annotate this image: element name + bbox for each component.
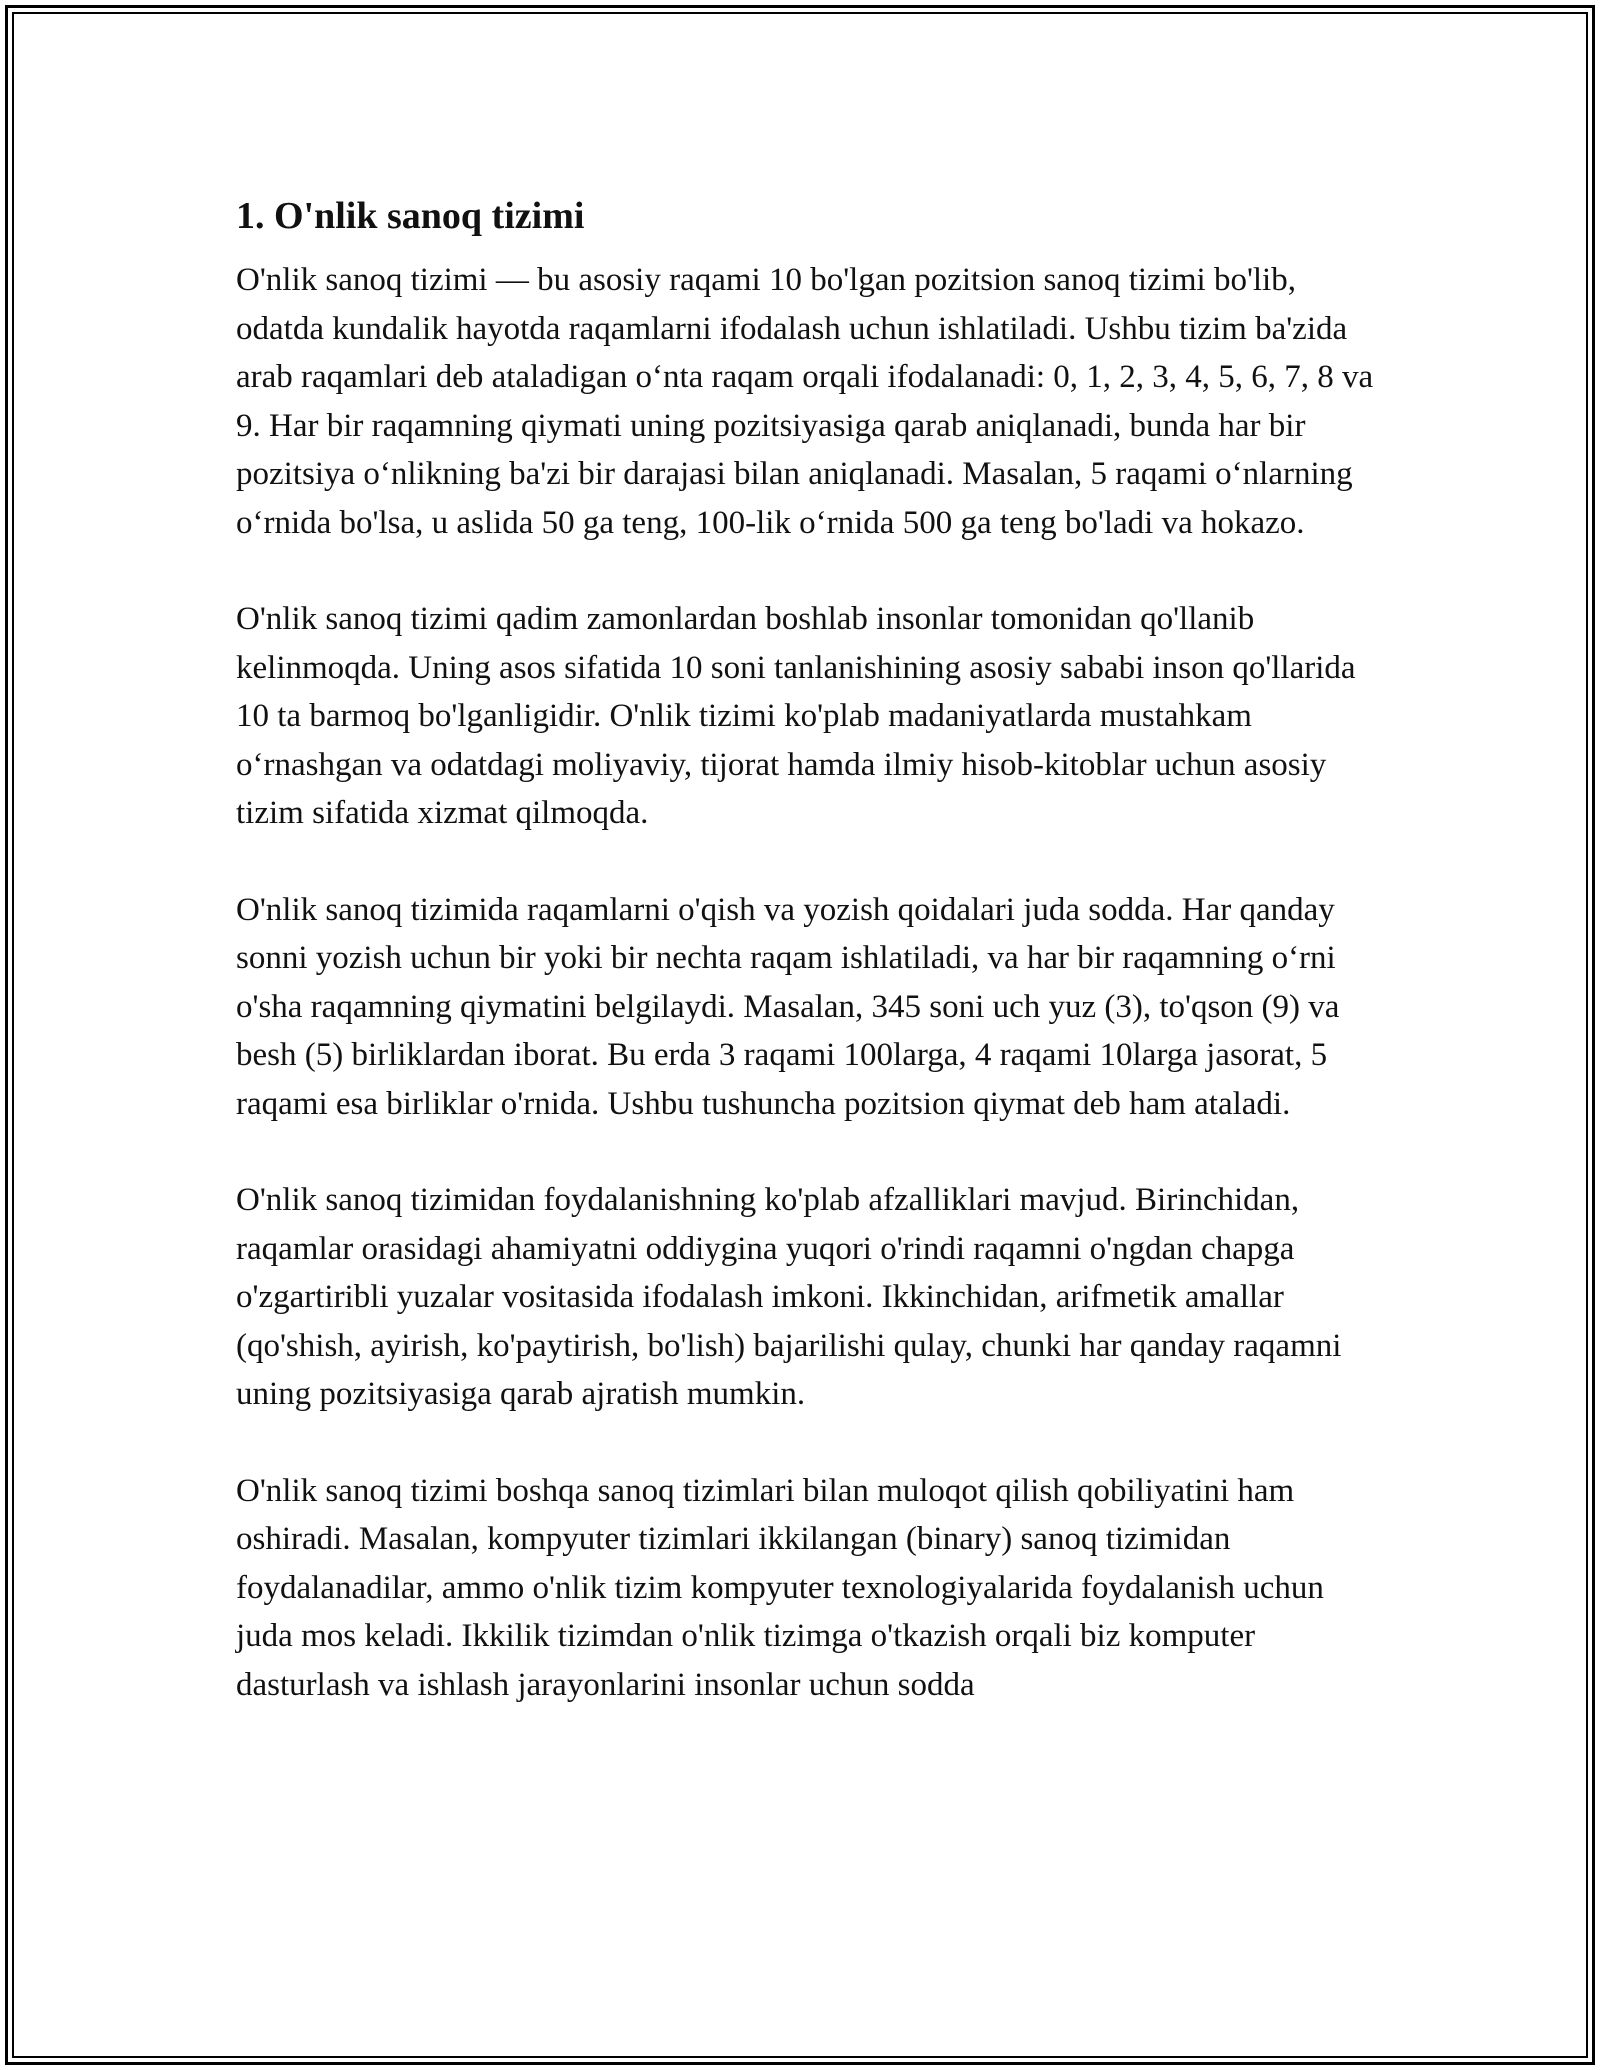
paragraph-1: O'nlik sanoq tizimi — bu asosiy raqami 10 bo'lgan pozitsion sanoq tizimi bo'lib, odatda kundalik hayotda raqamlarni ifodalash uchun ishlatiladi. Ushbu tizim ba'zida arab raqamlari deb ataladigan o‘nta raqam orqali ifodalanadi: 0, 1, 2, 3, 4, 5, 6, 7, 8 va 9. Har bir raqamning qiymati uning pozitsiyasiga qarab aniqlanadi, bunda har bir pozitsiya o‘nlikning ba'zi bir darajasi bilan aniqlanadi. Masalan, 5 raqami o‘nlarning o‘rnida bo'lsa, u aslida 50 ga teng, 100-lik o‘rnida 500 ga teng bo'ladi va hokazo. <box>236 262 1374 541</box>
paragraph-3: O'nlik sanoq tizimida raqamlarni o'qish va yozish qoidalari juda sodda. Har qanday sonni yozish uchun bir yoki bir nechta raqam ishlatiladi, va har bir raqamning o‘rni o'sha raqamning qiymatini belgilaydi. Masalan, 345 soni uch yuz (3), to'qson (9) va besh (5) birliklardan iborat. Bu erda 3 raqami 100larga, 4 raqami 10larga jasorat, 5 raqami esa birliklar o'rnida. Ushbu tushuncha pozitsion qiymat deb ham ataladi. <box>236 891 1340 1122</box>
paragraph-4: O'nlik sanoq tizimidan foydalanishning ko'plab afzalliklari mavjud. Birinchidan, raqamlar orasidagi ahamiyatni oddiygina yuqori o'rindi raqamni o'ngdan chapga o'zgartiribli yuzalar vositasida ifodalash imkoni. Ikkinchidan, arifmetik amallar (qo'shish, ayirish, ko'paytirish, bo'lish) bajarilishi qulay, chunki har qanday raqamni uning pozitsiyasiga qarab ajratish mumkin. <box>236 1182 1342 1412</box>
paragraph-5: O'nlik sanoq tizimi boshqa sanoq tizimlari bilan muloqot qilish qobiliyatini ham oshiradi. Masalan, kompyuter tizimlari ikkilangan (binary) sanoq tizimidan foydalanadilar, ammo o'nlik tizim kompyuter texnologiyalarida foydalanish uchun juda mos keladi. Ikkilik tizimdan o'nlik tizimga o'tkazish orqali biz komputer dasturlash va ishlash jarayonlarini insonlar uchun sodda <box>236 1472 1324 1703</box>
document-body <box>236 188 1376 1757</box>
section-title: 1. O'nlik sanoq tizimi <box>236 195 585 237</box>
paragraph-2: O'nlik sanoq tizimi qadim zamonlardan boshlab insonlar tomonidan qo'llanib kelinmoqda. Uning asos sifatida 10 soni tanlanishining asosiy sababi inson qo'llarida 10 ta barmoq bo'lganligidir. O'nlik tizimi ko'plab madaniyatlarda mustahkam o‘rnashgan va odatdagi moliyaviy, tijorat hamda ilmiy hisob-kitoblar uchun asosiy tizim sifatida xizmat qilmoqda. <box>236 601 1356 831</box>
